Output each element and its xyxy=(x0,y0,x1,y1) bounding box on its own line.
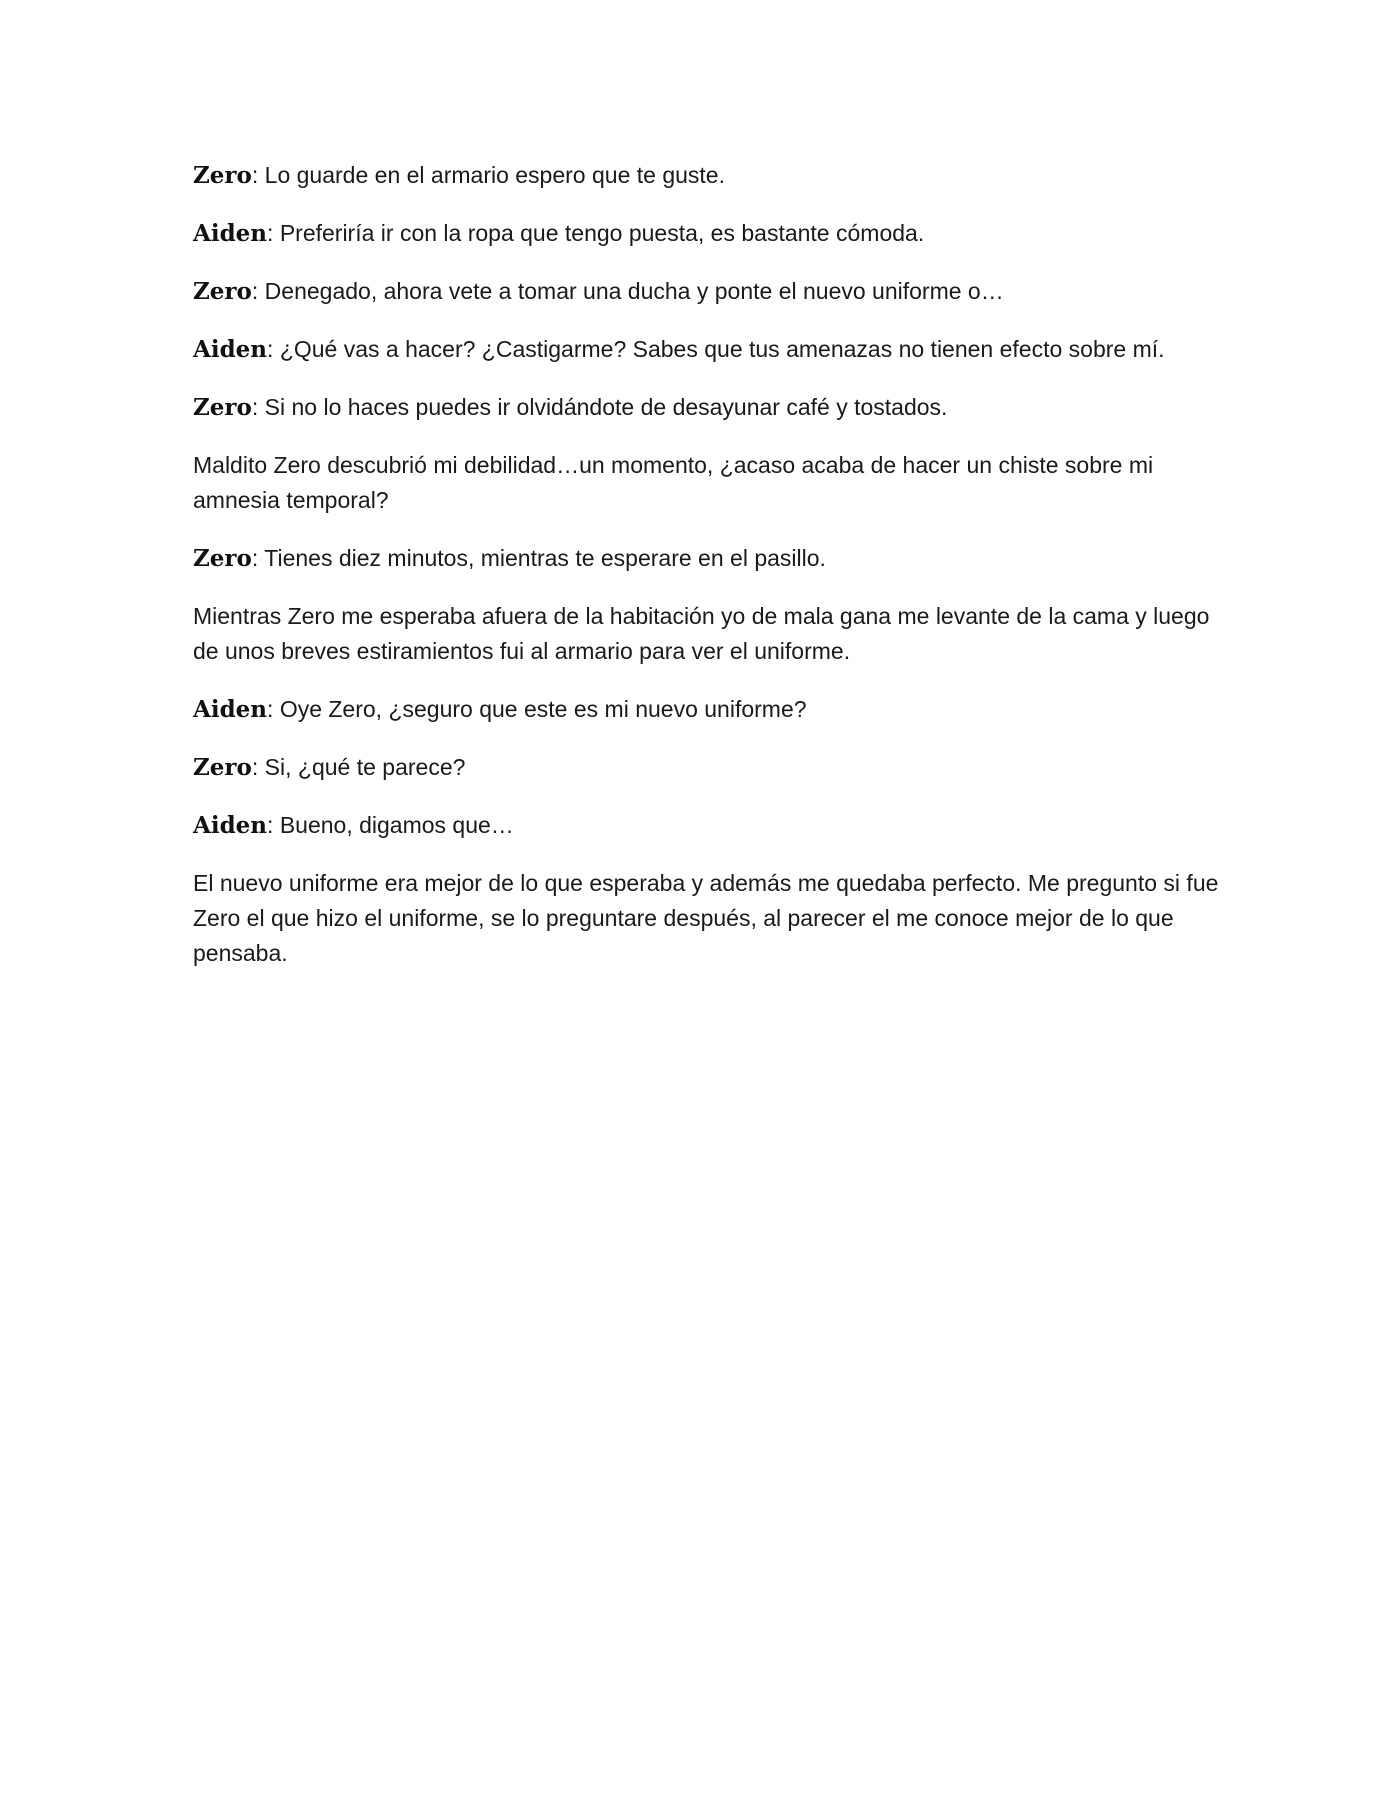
paragraph-text: ¿Qué vas a hacer? ¿Castigarme? Sabes que tus amenazas no tienen efecto sobre mí. xyxy=(279,336,1165,362)
dialogue-paragraph xyxy=(193,274,1223,309)
speaker-name: Aiden xyxy=(193,336,268,363)
narration-paragraph xyxy=(193,448,1223,518)
speaker-name: Zero xyxy=(193,545,252,572)
speaker-name: Aiden xyxy=(193,696,268,723)
speaker-separator: : xyxy=(267,812,280,838)
speaker-name: Aiden xyxy=(193,812,268,839)
paragraph-text: Mientras Zero me esperaba afuera de la habitación yo de mala gana me levante de la cama y luego de unos breves estiramientos fui al armario para ver el uniforme. xyxy=(193,603,1210,664)
narration-paragraph xyxy=(193,866,1223,971)
speaker-name: Zero xyxy=(193,394,252,421)
paragraph-text: Lo guarde en el armario espero que te guste. xyxy=(264,162,725,188)
dialogue-paragraph xyxy=(193,808,1223,843)
narration-paragraph xyxy=(193,599,1223,669)
speaker-name: Zero xyxy=(193,754,252,781)
paragraph-text: El nuevo uniforme era mejor de lo que esperaba y además me quedaba perfecto. Me pregunto si fue Zero el que hizo el uniforme, se lo preguntare después, al parecer el me conoce mejor de lo que pensaba. xyxy=(193,870,1219,966)
document-body xyxy=(193,158,1223,994)
dialogue-paragraph xyxy=(193,158,1223,193)
speaker-separator: : xyxy=(267,220,280,246)
speaker-separator: : xyxy=(251,278,265,304)
speaker-separator: : xyxy=(251,394,265,420)
dialogue-paragraph xyxy=(193,390,1223,425)
paragraph-text: Oye Zero, ¿seguro que este es mi nuevo uniforme? xyxy=(279,696,807,722)
dialogue-paragraph xyxy=(193,332,1223,367)
paragraph-text: Bueno, digamos que… xyxy=(279,812,514,838)
speaker-separator: : xyxy=(251,162,265,188)
speaker-name: Zero xyxy=(193,278,252,305)
dialogue-paragraph xyxy=(193,750,1223,785)
paragraph-text: Si no lo haces puedes ir olvidándote de desayunar café y tostados. xyxy=(264,394,948,420)
dialogue-paragraph xyxy=(193,541,1223,576)
speaker-separator: : xyxy=(251,754,265,780)
speaker-name: Zero xyxy=(193,162,252,189)
paragraph-text: Tienes diez minutos, mientras te esperare en el pasillo. xyxy=(264,545,826,571)
dialogue-paragraph xyxy=(193,216,1223,251)
speaker-name: Aiden xyxy=(193,220,268,247)
dialogue-paragraph xyxy=(193,692,1223,727)
speaker-separator: : xyxy=(267,696,280,722)
speaker-separator: : xyxy=(251,545,265,571)
paragraph-text: Preferiría ir con la ropa que tengo puesta, es bastante cómoda. xyxy=(279,220,925,246)
paragraph-text: Maldito Zero descubrió mi debilidad…un momento, ¿acaso acaba de hacer un chiste sobre mi amnesia temporal? xyxy=(193,452,1154,513)
paragraph-text: Denegado, ahora vete a tomar una ducha y ponte el nuevo uniforme o… xyxy=(264,278,1004,304)
paragraph-text: Si, ¿qué te parece? xyxy=(264,754,466,780)
speaker-separator: : xyxy=(267,336,280,362)
